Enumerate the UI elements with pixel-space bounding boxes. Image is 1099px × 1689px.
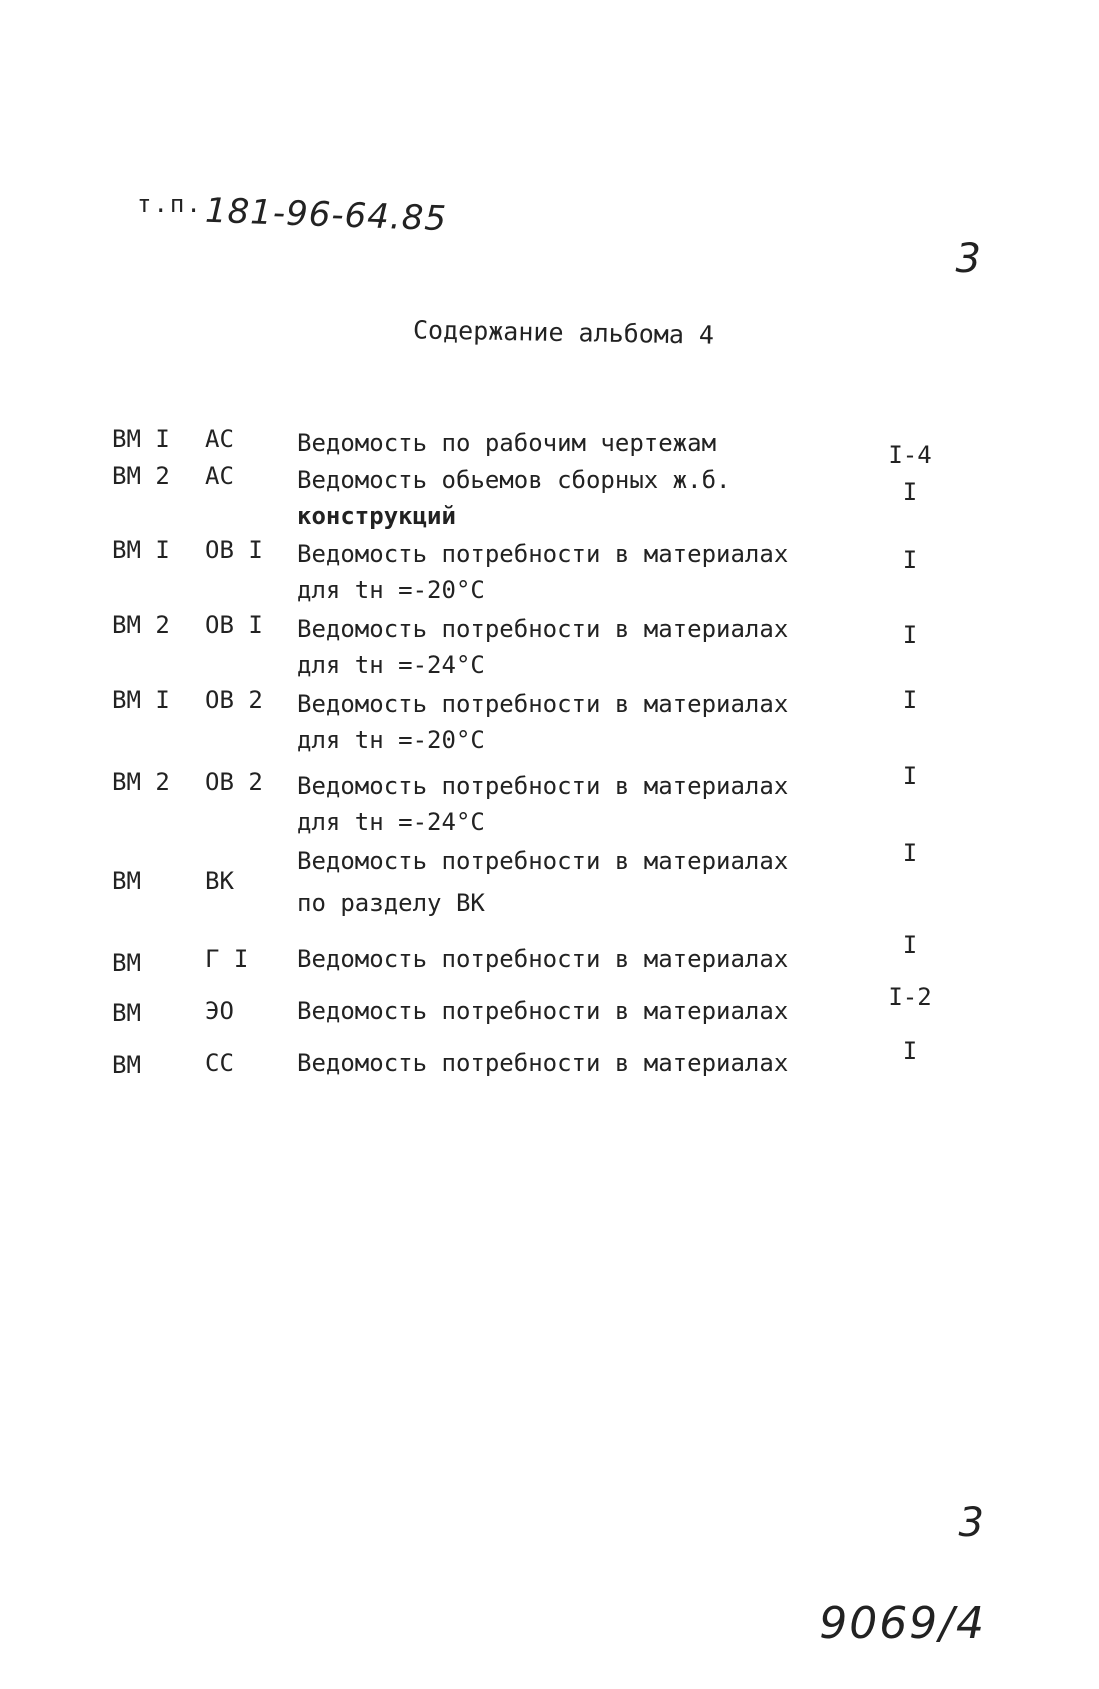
row-sheets: I [902, 686, 918, 714]
row-description [297, 686, 837, 758]
row-part: ЭО [205, 997, 234, 1025]
row-description [297, 993, 837, 1029]
inventory-number: 9069/4 [819, 1598, 986, 1649]
top-page-mark: 3 [955, 236, 981, 282]
row-description [297, 941, 837, 977]
row-description-line: Ведомость потребности в материалах [297, 997, 789, 1025]
project-code-number: 181-96-64.85 [204, 190, 448, 240]
row-part: ОВ I [205, 611, 263, 639]
row-mark: ВМ I [112, 425, 170, 453]
row-part: Г I [205, 945, 249, 973]
row-sheets: I [902, 546, 918, 574]
row-mark: ВМ [112, 999, 141, 1027]
row-sheets: I [902, 931, 918, 959]
row-description-line: Ведомость потребности в материалах [297, 690, 789, 718]
row-part: ВК [205, 867, 234, 895]
row-sheets: I [902, 1037, 918, 1065]
row-sheets: I-2 [888, 983, 932, 1011]
row-mark: ВМ [112, 867, 141, 895]
row-part: АС [205, 425, 234, 453]
row-mark: ВМ I [112, 686, 170, 714]
row-part: СС [205, 1049, 234, 1077]
row-description [297, 425, 837, 461]
row-description [297, 843, 837, 921]
row-sheets: I [902, 478, 918, 506]
row-sheets: I [902, 839, 918, 867]
row-description-line: Ведомость потребности в материалах [297, 615, 789, 643]
row-sheets: I [902, 621, 918, 649]
row-part: ОВ I [205, 536, 263, 564]
row-mark: ВМ 2 [112, 768, 170, 796]
row-part: АС [205, 462, 234, 490]
row-sheets: I-4 [888, 441, 932, 469]
row-description-line: Ведомость потребности в материалах [297, 847, 789, 875]
row-description-line: конструкций [297, 502, 456, 530]
row-mark: ВМ 2 [112, 611, 170, 639]
row-mark: ВМ [112, 1051, 141, 1079]
row-sheets: I [902, 762, 918, 790]
row-description [297, 462, 837, 534]
row-description-line: по разделу ВК [297, 889, 485, 917]
row-description-line: для tн =-24°С [297, 651, 485, 679]
document-title: Содержание альбома 4 [412, 315, 715, 350]
row-mark: ВМ I [112, 536, 170, 564]
row-description-line: Ведомость по рабочим чертежам [297, 429, 717, 457]
row-description-line: Ведомость потребности в материалах [297, 772, 789, 800]
row-description-line: для tн =-20°С [297, 576, 485, 604]
row-part: ОВ 2 [205, 768, 263, 796]
row-description [297, 1045, 837, 1081]
bottom-page-mark: 3 [958, 1500, 984, 1546]
row-description-line: для tн =-20°С [297, 726, 485, 754]
row-description [297, 768, 837, 840]
row-description-line: для tн =-24°С [297, 808, 485, 836]
row-part: ОВ 2 [205, 686, 263, 714]
row-mark: ВМ 2 [112, 462, 170, 490]
row-description-line: Ведомость обьемов сборных ж.б. [297, 466, 731, 494]
row-description [297, 611, 837, 683]
row-mark: ВМ [112, 949, 141, 977]
row-description-line: Ведомость потребности в материалах [297, 540, 789, 568]
row-description [297, 536, 837, 608]
project-code-prefix: т.п. [137, 190, 203, 218]
row-description-line: Ведомость потребности в материалах [297, 1049, 789, 1077]
row-description-line: Ведомость потребности в материалах [297, 945, 789, 973]
